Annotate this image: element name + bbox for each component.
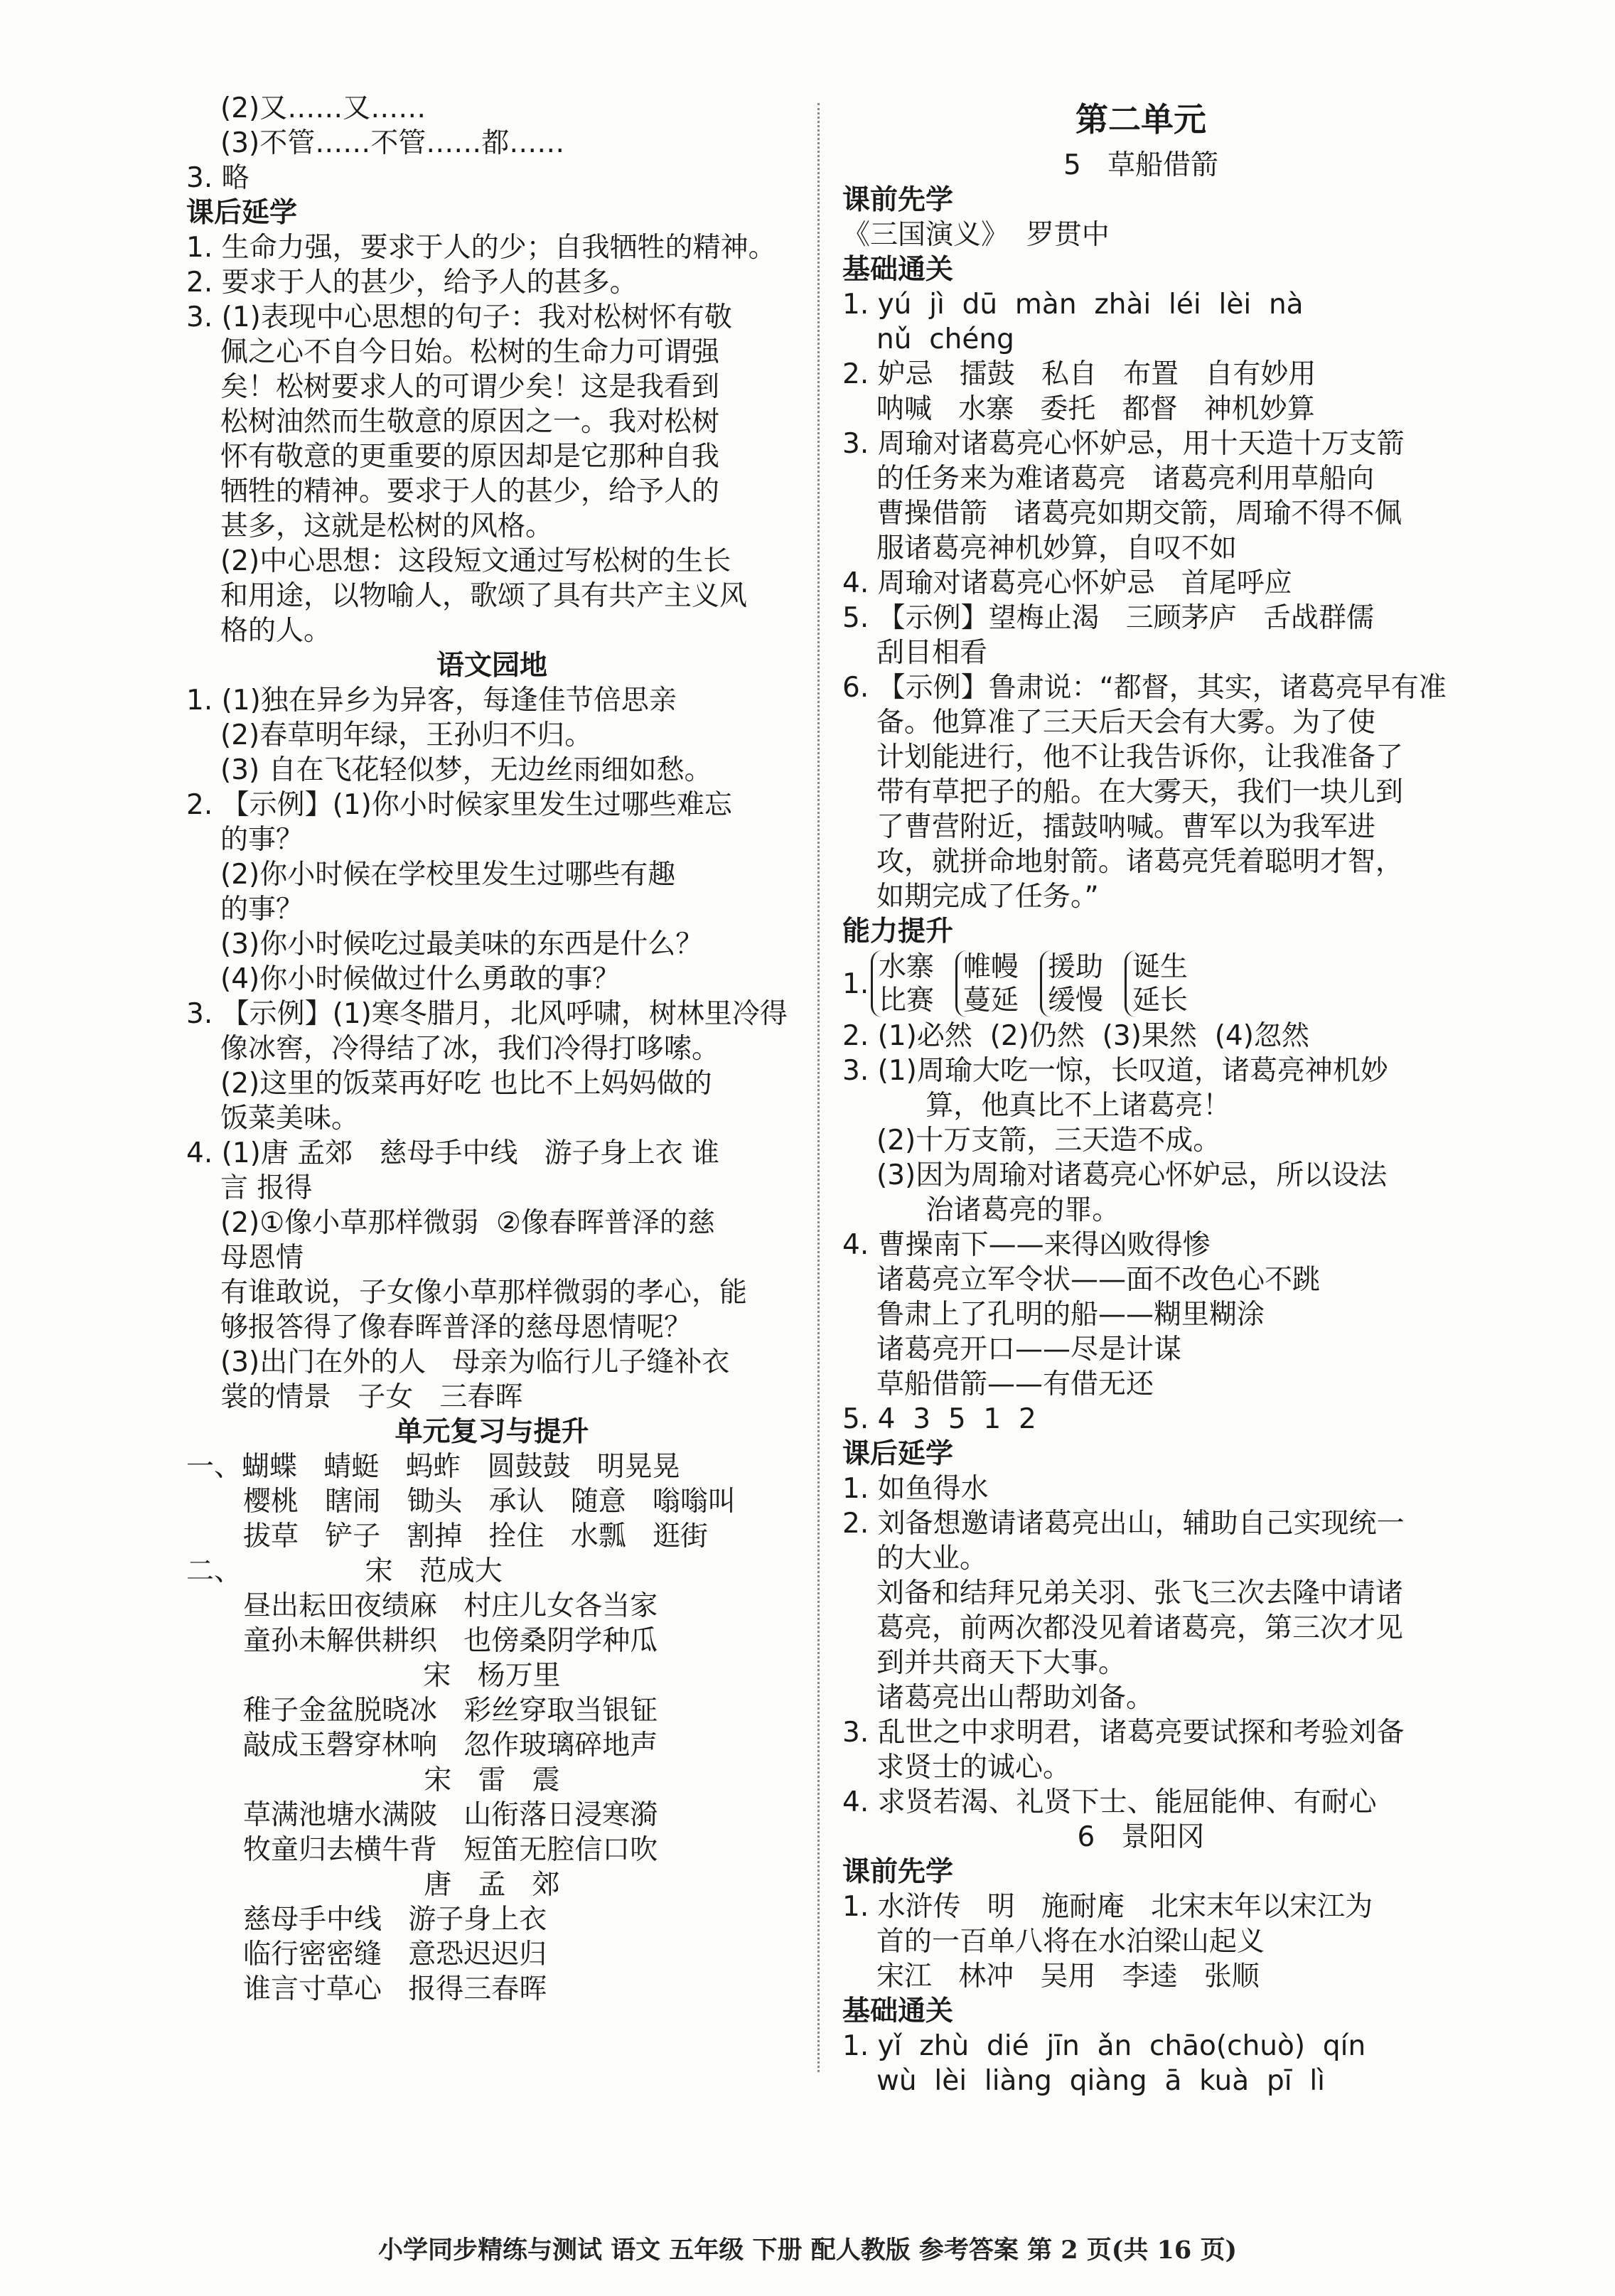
word-pair-group: [955, 950, 1019, 1017]
text-line: 治诸葛亮的罪。: [899, 1194, 1120, 1226]
text-line: 带有草把子的船。在大雾天，我们一块儿到: [876, 776, 1404, 808]
text-line: 宋 雷 震: [424, 1764, 560, 1796]
text-line: 诸葛亮立军令状——面不改色心不跳: [876, 1264, 1321, 1296]
text-line: 怀有敬意的更重要的原因却是它那种自我: [220, 441, 720, 473]
text-line: 语文园地: [436, 650, 547, 682]
word-pair-group: [1040, 950, 1103, 1017]
section-heading: 课前先学: [842, 184, 954, 216]
text-line: 草满池塘水满陂 山衔落日浸寒漪: [243, 1799, 658, 1831]
text-line: 了曹营附近，擂鼓呐喊。曹军以为我军进: [876, 811, 1376, 843]
text-line: 2. 刘备想邀请诸葛亮出山，辅助自己实现统一: [842, 1508, 1405, 1540]
text-line: 1. 生命力强，要求于人的少；自我牺牲的精神。: [186, 232, 776, 264]
section-heading: 能力提升: [842, 916, 954, 948]
text-line: 2. 要求于人的甚少，给予人的甚多。: [186, 267, 638, 299]
text-line: 到并共商天下大事。: [876, 1647, 1127, 1679]
text-line: 诸葛亮出山帮助刘备。: [876, 1682, 1154, 1714]
text-line: 2. 妒忌 擂鼓 私自 布置 自有妙用: [842, 358, 1316, 390]
text-line: 诸葛亮开口——尽是计谋: [876, 1334, 1182, 1366]
lesson-5-6-section: [842, 1019, 1439, 2098]
text-line: 4. 周瑜对诸葛亮心怀妒忌 首尾呼应: [842, 567, 1292, 599]
text-line: (2)春草明年绿，王孙归不归。: [220, 719, 593, 751]
text-line: 敲成玉磬穿林响 忽作玻璃碎地声: [243, 1729, 658, 1761]
word-pairs: [871, 950, 1209, 1017]
text-line: 算，他真比不上诸葛亮！: [899, 1090, 1231, 1122]
text-line: 3. 周瑜对诸葛亮心怀妒忌，用十天造十万支箭: [842, 428, 1405, 460]
text-line: 服诸葛亮神机妙算，自叹不如: [876, 532, 1238, 564]
text-line: (2)中心思想：这段短文通过写松树的生长: [220, 545, 731, 577]
word-pair-item: 诞生: [1132, 951, 1189, 983]
text-line: wù lèi liàng qiàng ā kuà pī lì: [876, 2065, 1326, 2097]
text-line: 草船借箭——有借无还: [876, 1368, 1154, 1400]
text-line: 唐 孟 郊: [424, 1869, 560, 1901]
word-pair-item: 比赛: [879, 985, 935, 1016]
text-line: 牧童归去横牛背 短笛无腔信口吹: [243, 1834, 658, 1866]
text-line: 首的一百单八将在水泊梁山起义: [876, 1926, 1265, 1958]
text-line: 裳的情景 子女 三春晖: [220, 1381, 523, 1413]
word-pair-item: 蔓延: [963, 985, 1019, 1016]
text-line: 有谁敢说，子女像小草那样微弱的孝心，能: [220, 1277, 748, 1309]
text-line: 如期完成了任务。”: [876, 881, 1099, 913]
page-footer: 小学同步精练与测试 语文 五年级 下册 配人教版 参考答案 第 2 页(共 16 页): [377, 2236, 1238, 2265]
text-line: 刘备和结拜兄弟关羽、张飞三次去隆中请诸: [876, 1577, 1404, 1609]
word-pair-item: 援助: [1048, 951, 1104, 983]
text-line: 饭菜美味。: [220, 1103, 360, 1134]
text-line: 佩之心不自今日始。松树的生命力可谓强: [220, 336, 720, 368]
text-line: 的任务来为难诸葛亮 诸葛亮利用草船向: [876, 463, 1375, 495]
text-line: (2)你小时候在学校里发生过哪些有趣: [220, 859, 676, 891]
text-line: 临行密密缝 意恐迟迟归: [243, 1938, 547, 1970]
text-line: 2. (1)必然 (2)仍然 (3)果然 (4)忽然: [842, 1020, 1309, 1052]
text-line: 牺牲的精神。要求于人的甚少，给予人的: [220, 476, 720, 508]
text-line: 一、蝴蝶 蜻蜓 蚂蚱 圆鼓鼓 明晃晃: [186, 1451, 680, 1483]
text-line: 甚多，这就是松树的风格。: [220, 510, 554, 542]
text-line: 攻，就拼命地射箭。诸葛亮凭着聪明才智，: [876, 846, 1404, 878]
text-line: 备。他算准了三天后天会有大雾。为了使: [876, 707, 1376, 739]
text-line: 像冰窖，冷得结了冰，我们冷得打哆嗦。: [220, 1033, 720, 1065]
text-line: (3)出门在外的人 母亲为临行儿子缝补衣: [220, 1346, 730, 1378]
text-line: 的事？: [220, 894, 304, 926]
section-heading: 课前先学: [842, 1856, 954, 1888]
section-heading: 基础通关: [842, 1995, 954, 2027]
text-line: 刮目相看: [876, 637, 988, 669]
word-pair-item: 水寨: [879, 951, 935, 983]
word-pair-group: [871, 950, 934, 1017]
text-line: 和用途，以物喻人，歌颂了具有共产主义风: [220, 580, 748, 612]
text-line: 的大业。: [876, 1543, 988, 1575]
word-pair-group: [1125, 950, 1188, 1017]
text-line: 格的人。: [220, 615, 332, 647]
text-line: 5. 【示例】望梅止渴 三顾茅庐 舌战群儒: [842, 602, 1374, 634]
text-line: 慈母手中线 游子身上衣: [243, 1904, 547, 1936]
text-line: 1. (1)独在异乡为异客，每逢佳节倍思亲: [186, 685, 677, 717]
text-line: 1. 如鱼得水: [842, 1473, 989, 1505]
text-line: 单元复习与提升: [395, 1416, 589, 1448]
text-line: 昼出耘田夜绩麻 村庄儿女各当家: [243, 1590, 658, 1622]
text-line: 6 景阳冈: [1077, 1821, 1205, 1853]
text-line: 3. (1)周瑜大吃一惊，长叹道，诸葛亮神机妙: [842, 1055, 1388, 1087]
text-line: (2)这里的饭菜再好吃 也比不上妈妈做的: [220, 1068, 712, 1100]
word-pair-item: 延长: [1132, 985, 1189, 1016]
text-line: 言 报得: [220, 1172, 313, 1204]
text-line: 1. 水浒传 明 施耐庵 北宋末年以宋江为: [842, 1891, 1373, 1923]
column-divider: [817, 103, 820, 2072]
text-line: 6. 【示例】鲁肃说：“都督，其实，诸葛亮早有准: [842, 672, 1447, 704]
text-line: (2)又……又……: [220, 92, 426, 124]
text-line: 1. yǐ zhù dié jīn ǎn chāo(chuò) qín: [842, 2030, 1366, 2062]
text-line: (2)①像小草那样微弱 ②像春晖普泽的慈: [220, 1207, 715, 1239]
text-line: 宋江 林冲 吴用 李逵 张顺: [876, 1960, 1260, 1992]
word-pairs-row: [842, 949, 1439, 1019]
text-line: 《三国演义》 罗贯中: [842, 219, 1110, 251]
word-pair-item: 帷幔: [963, 951, 1019, 983]
text-line: 童孙未解供耕织 也傍桑阴学种瓜: [243, 1625, 658, 1657]
text-line: 樱桃 瞎闹 锄头 承认 随意 嗡嗡叫: [243, 1486, 736, 1518]
text-line: 3. 【示例】(1)寒冬腊月，北风呼啸，树林里冷得: [186, 998, 788, 1030]
text-line: 1. yú jì dū màn zhài léi lèi nà: [842, 289, 1304, 321]
text-line: 宋 杨万里: [423, 1660, 561, 1692]
left-column: [186, 91, 798, 2007]
text-line: (3) 自在飞花轻似梦，无边丝雨细如愁。: [220, 754, 712, 786]
text-line: 4. 曹操南下——来得凶败得惨: [842, 1229, 1211, 1261]
text-line: 二、 宋 范成大: [186, 1555, 503, 1587]
text-line: 4. (1)唐 孟郊 慈母手中线 游子身上衣 谁: [186, 1137, 720, 1169]
text-line: 呐喊 水寨 委托 都督 神机妙算: [876, 393, 1315, 425]
text-line: 谁言寸草心 报得三春晖: [243, 1973, 547, 2005]
text-line: nǔ chéng: [876, 323, 1014, 355]
text-line: (3)因为周瑜对诸葛亮心怀妒忌，所以设法: [876, 1159, 1388, 1191]
text-line: 3. (1)表现中心思想的句子：我对松树怀有敬: [186, 301, 732, 333]
text-line: 求贤士的诚心。: [876, 1751, 1071, 1783]
text-line: 2. 【示例】(1)你小时候家里发生过哪些难忘: [186, 789, 732, 821]
section-heading: 基础通关: [842, 254, 954, 286]
word-pairs-number: 1.: [842, 967, 869, 1000]
text-line: 拔草 铲子 割掉 拴住 水瓢 逛街: [243, 1520, 708, 1552]
text-line: 鲁肃上了孔明的船——糊里糊涂: [876, 1299, 1265, 1331]
right-column: [842, 91, 1447, 2098]
text-line: (3)不管……不管……都……: [220, 127, 565, 159]
text-line: (2)十万支箭，三天造不成。: [876, 1125, 1221, 1157]
text-line: 5 草船借箭: [1063, 149, 1218, 181]
text-line: 5. 4 3 5 1 2: [842, 1403, 1036, 1435]
text-line: 稚子金盆脱晓冰 彩丝穿取当银钲: [243, 1695, 658, 1727]
text-line: 4. 求贤若渴、礼贤下士、能屈能伸、有耐心: [842, 1786, 1377, 1818]
text-line: 计划能进行，他不让我告诉你，让我准备了: [876, 741, 1404, 773]
word-pair-item: 缓慢: [1048, 985, 1104, 1016]
text-line: 的事？: [220, 824, 304, 856]
text-line: 3. 略: [186, 162, 250, 194]
text-line: 曹操借箭 诸葛亮如期交箭，周瑜不得不佩: [876, 498, 1402, 530]
unit-title: 第二单元: [1075, 100, 1206, 139]
text-line: 葛亮，前两次都没见着诸葛亮，第三次才见: [876, 1612, 1404, 1644]
section-heading: 课后延学: [842, 1438, 954, 1470]
text-line: 母恩情: [220, 1242, 304, 1274]
text-line: 矣！松树要求人的可谓少矣！这是我看到: [220, 371, 720, 403]
text-line: 3. 乱世之中求明君，诸葛亮要试探和考验刘备: [842, 1717, 1405, 1749]
section-heading: 课后延学: [186, 197, 298, 229]
text-line: 够报答得了像春晖普泽的慈母恩情呢？: [220, 1311, 692, 1343]
lesson-5-section: [842, 148, 1447, 949]
text-line: 松树油然而生敬意的原因之一。我对松树: [220, 406, 720, 438]
text-line: (4)你小时候做过什么勇敢的事？: [220, 963, 621, 995]
text-line: (3)你小时候吃过最美味的东西是什么？: [220, 928, 704, 960]
